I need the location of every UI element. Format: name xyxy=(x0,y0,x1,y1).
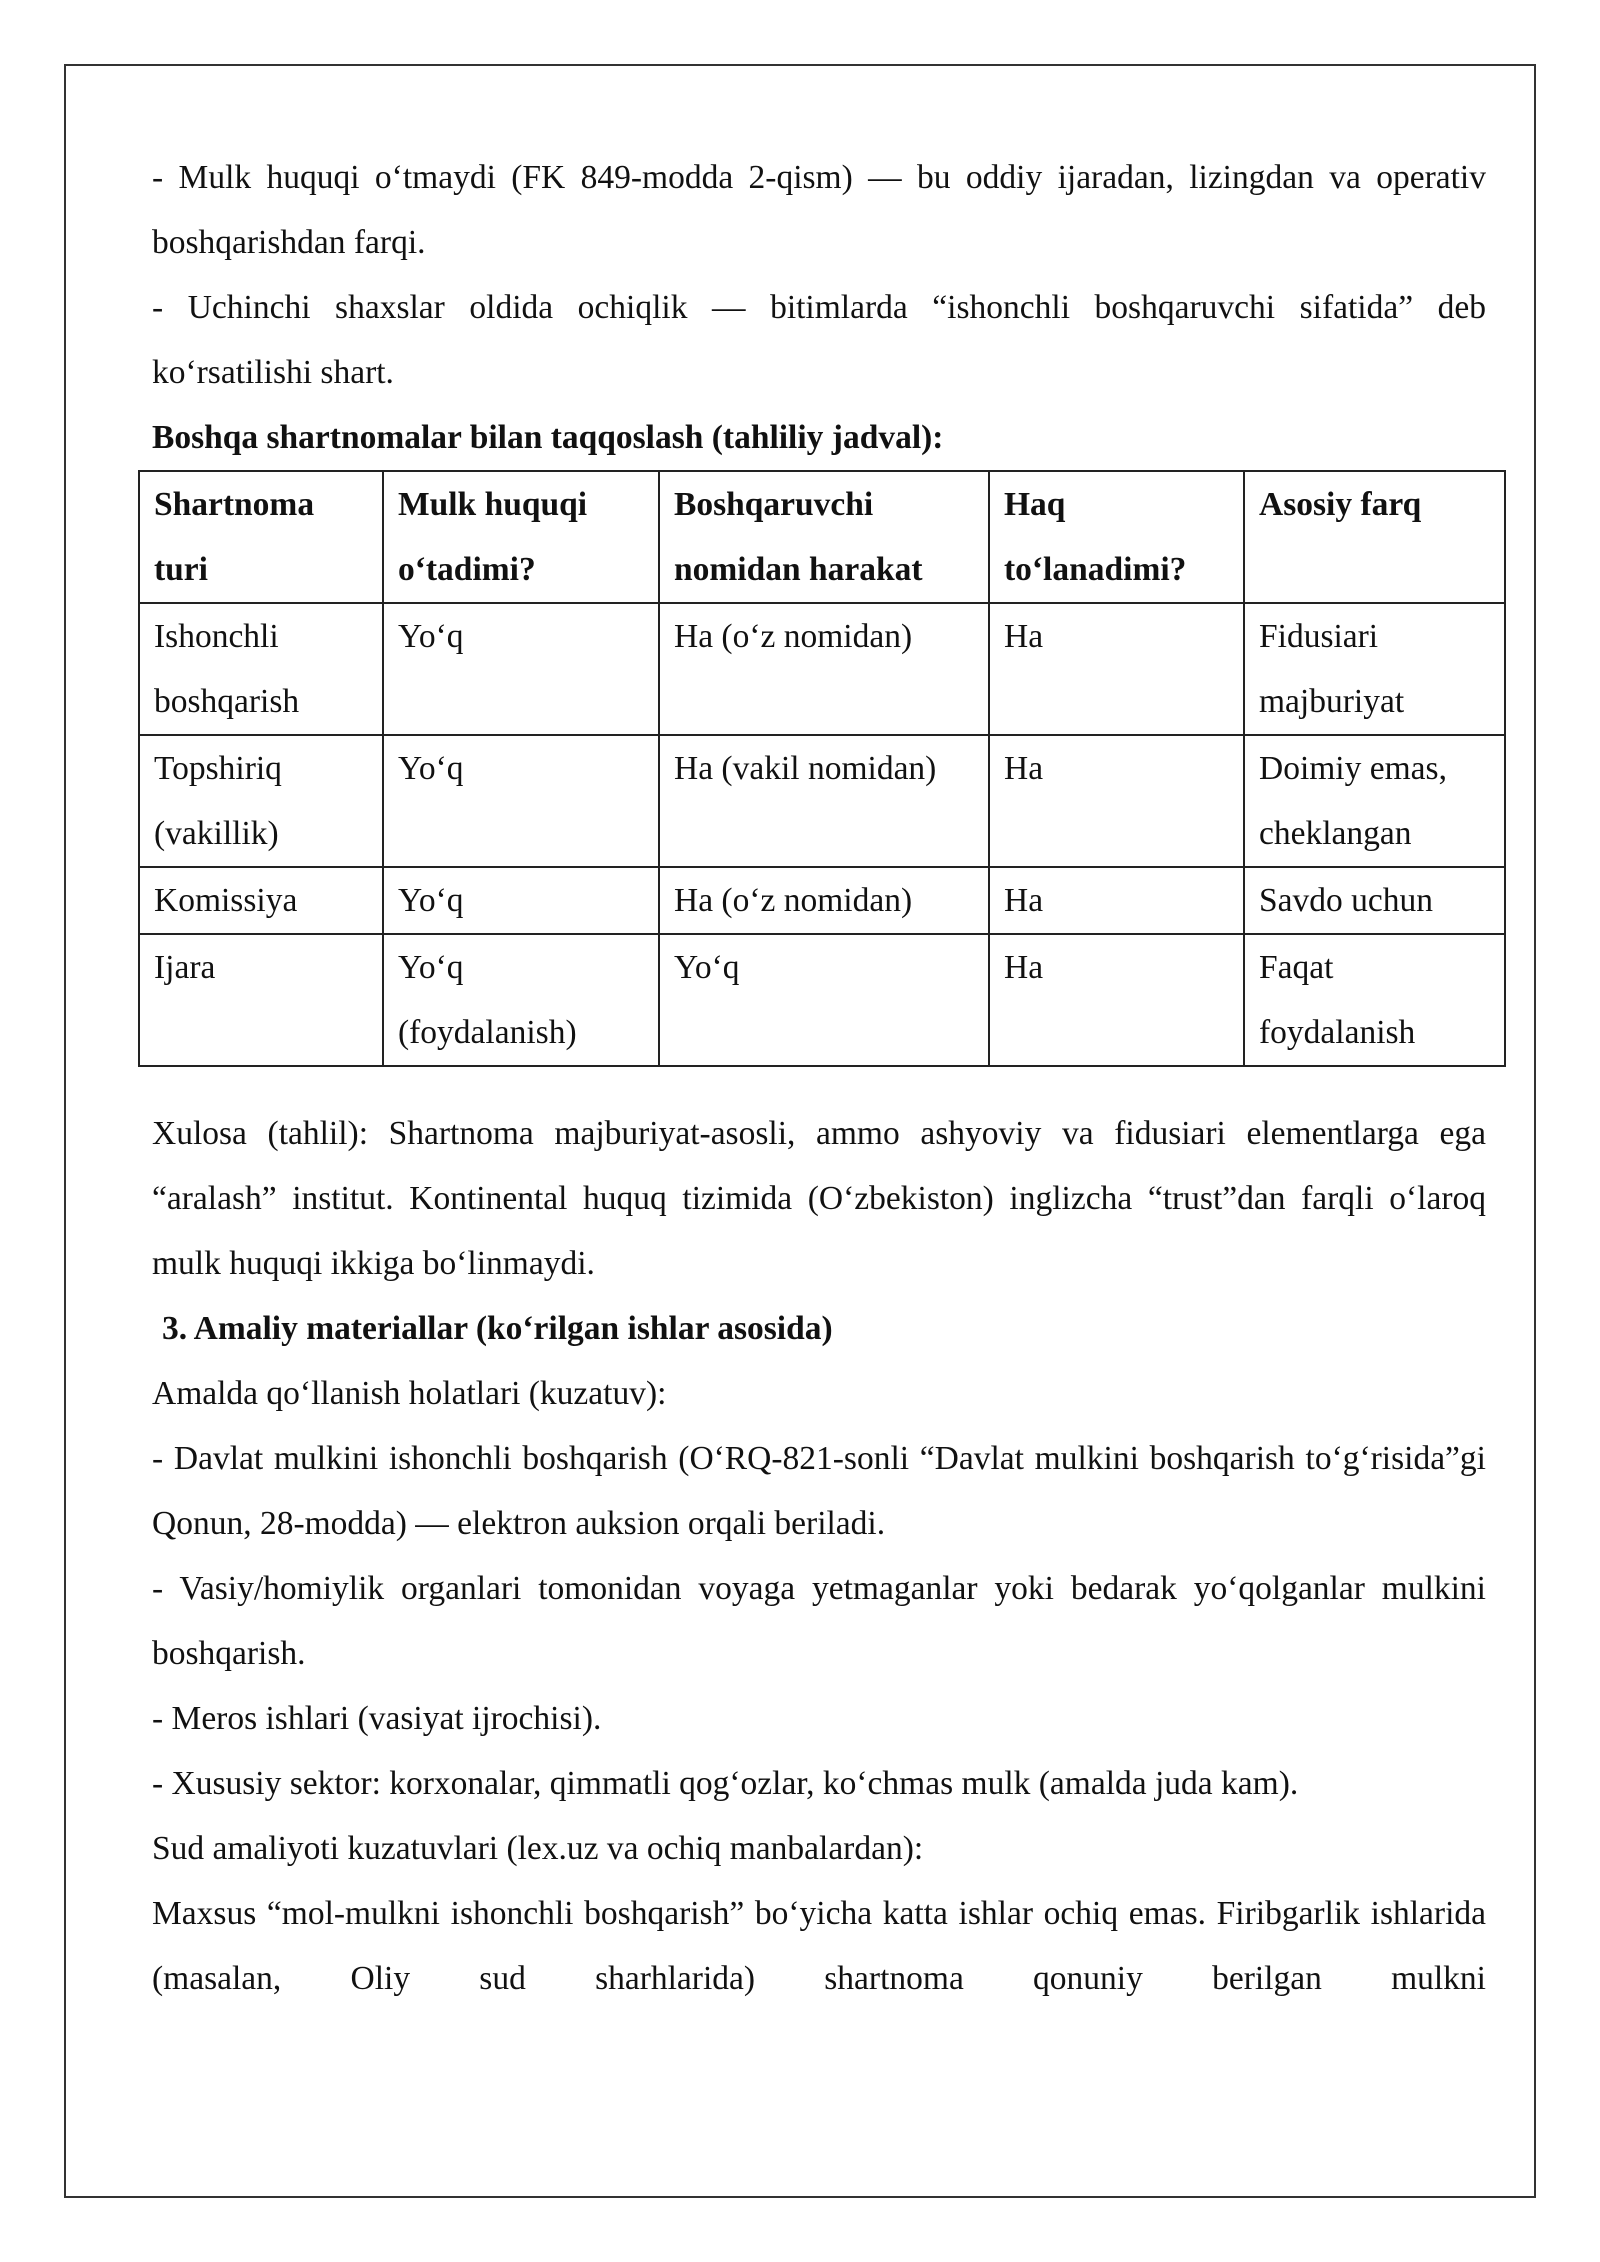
header-cell: Boshqaruvchi nomidan harakat xyxy=(659,471,989,603)
table-cell: Yo‘q xyxy=(659,934,989,1066)
table-cell: Faqat foydalanish xyxy=(1244,934,1505,1066)
list-item: - Xususiy sektor: korxonalar, qimmatli qog‘ozlar, ko‘chmas mulk (amalda juda kam). xyxy=(152,1765,1299,1802)
table-cell: Ishonchli boshqarish xyxy=(139,603,383,735)
table-row xyxy=(139,735,1505,867)
table-cell: Ha xyxy=(989,735,1244,867)
list-item: - Davlat mulkini ishonchli boshqarish (O‘RQ-821-sonli “Davlat mulkini boshqarish to‘g‘risida”gi Qonun, 28-modda) — elektron auksion orqali beriladi. xyxy=(152,1440,1486,1542)
table-row xyxy=(139,867,1505,934)
list-item: - Meros ishlari (vasiyat ijrochisi). xyxy=(152,1700,602,1737)
header-cell: Mulk huquqi o‘tadimi? xyxy=(383,471,659,603)
paragraph: - Mulk huquqi o‘tmaydi (FK 849-modda 2-qism) — bu oddiy ijaradan, lizingdan va operativ boshqarishdan farqi. xyxy=(152,159,1486,261)
table-cell: Ha (o‘z nomidan) xyxy=(659,867,989,934)
spacer xyxy=(152,1067,1486,1101)
header-cell: Haq to‘lanadimi? xyxy=(989,471,1244,603)
header-cell: Asosiy farq xyxy=(1244,471,1505,603)
table-cell: Topshiriq (vakillik) xyxy=(139,735,383,867)
table-cell: Ha xyxy=(989,867,1244,934)
table-cell: Fidusiari majburiyat xyxy=(1244,603,1505,735)
table-cell: Ijara xyxy=(139,934,383,1066)
table-cell: Savdo uchun xyxy=(1244,867,1505,934)
table-row xyxy=(139,934,1505,1066)
paragraph: - Uchinchi shaxslar oldida ochiqlik — bitimlarda “ishonchli boshqaruvchi sifatida” deb ko‘rsatilishi shart. xyxy=(152,289,1486,391)
list-item: - Vasiy/homiylik organlari tomonidan voyaga yetmaganlar yoki bedarak yo‘qolganlar mulkini boshqarish. xyxy=(152,1570,1486,1672)
paragraph: Sud amaliyoti kuzatuvlari (lex.uz va ochiq manbalardan): xyxy=(152,1830,924,1867)
header-cell: Shartnoma turi xyxy=(139,471,383,603)
table-cell: Komissiya xyxy=(139,867,383,934)
conclusion-paragraph: Xulosa (tahlil): Shartnoma majburiyat-asosli, ammo ashyoviy va fidusiari elementlarga ega “aralash” institut. Kontinental huquq tizimida (O‘zbekiston) inglizcha “trust”dan farqli o‘laroq mulk huquqi ikkiga bo‘linmaydi. xyxy=(152,1115,1486,1282)
table-header-row xyxy=(139,471,1505,603)
comparison-table xyxy=(138,470,1506,1067)
table-cell: Yo‘q xyxy=(383,867,659,934)
table-cell: Ha xyxy=(989,603,1244,735)
table-title: Boshqa shartnomalar bilan taqqoslash (tahliliy jadval): xyxy=(152,419,944,456)
paragraph: Maxsus “mol-mulkni ishonchli boshqarish” bo‘yicha katta ishlar ochiq emas. Firibgarlik ishlarida (masalan, Oliy sud sharhlarida) shartnoma qonuniy berilgan mulkni xyxy=(152,1895,1486,1997)
table-cell: Yo‘q (foydalanish) xyxy=(383,934,659,1066)
table-cell: Ha (vakil nomidan) xyxy=(659,735,989,867)
table-cell: Ha (o‘z nomidan) xyxy=(659,603,989,735)
table-cell: Yo‘q xyxy=(383,603,659,735)
table-row xyxy=(139,603,1505,735)
document-body xyxy=(152,145,1486,2011)
table-cell: Ha xyxy=(989,934,1244,1066)
paragraph: Amalda qo‘llanish holatlari (kuzatuv): xyxy=(152,1375,667,1412)
section-heading: 3. Amaliy materiallar (ko‘rilgan ishlar asosida) xyxy=(162,1310,833,1347)
table-cell: Doimiy emas, cheklangan xyxy=(1244,735,1505,867)
table-cell: Yo‘q xyxy=(383,735,659,867)
